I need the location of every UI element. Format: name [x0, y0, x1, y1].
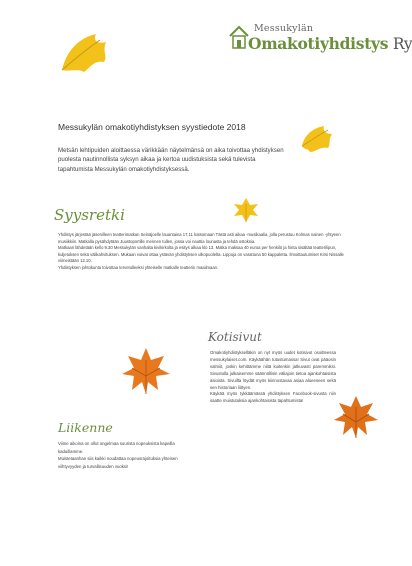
paragraph: Käykää myös tykkäämässä yhdistyksen Facebook-sivusta niin saatte muistutuksia ajankohtaisista tapahtumista!	[210, 391, 336, 404]
section-body-liikenne	[58, 440, 188, 470]
yellow-leaf-icon	[56, 30, 112, 76]
paragraph: Yhdistys järjestää jäsenilleen teatterimatkan Seinäjoelle lauantaina 17.11 katsomaan Tästä asti aikaa -musikaalia, jolla perustuu Kolmas nainen -yhtyeen musiikkiin. Matkalla pysähdytään Juustoportille mennen tullen, jossa voi nauttia lounasta ja tehdä ostoksia.	[58, 232, 341, 244]
logo-line1: Messukylän	[254, 23, 314, 34]
section-body-kotisivut	[210, 350, 336, 405]
association-logo	[228, 20, 412, 60]
paragraph: Omakotiyhdistykselläkin on nyt myös uudet kotisivut osoitteessa messukylaiset.com. Käykäähän tutustumassa! Sivut ovat pääosin valmiit, joskin kehittämme niitä kuitenkin jatkuvasti paremmiksi. Sivustolla julkaisemme säännöllisin väliajoin tietoa ajankohtaisista asioista. Sivuilta löydät myös kiinnostavaa asiaa alueeseen sekä sen historiaan liittyen.	[210, 350, 336, 390]
intro-paragraph: Metsän lehtipuiden aloittaessa värikkään näytelmänsä on aika toivottaa yhdistyksen puolesta nautinnollista syksyn aikaa ja kertoa uudistuksista sekä tulevista tapahtumista Messukylän omakotiyhdistyksessä.	[58, 147, 284, 173]
section-heading-liikenne: Liikenne	[58, 420, 113, 435]
paragraph: Muistetaanhan siis kaikki noudattaa nopeusrajoituksia yhteisen viihtyvyyden ja turvallisuuden vuoksi!	[58, 456, 178, 469]
yellow-leaf-icon	[232, 196, 260, 224]
section-heading-kotisivut: Kotisivut	[208, 330, 262, 344]
house-icon	[228, 24, 250, 50]
yellow-leaf-icon	[298, 124, 334, 154]
logo-line2-main: Omakotiyhdistys	[248, 34, 389, 53]
paragraph: Viime aikoina on ollut ongelmaa suurista nopeuksista kapeilla kaduillamme.	[58, 441, 175, 454]
paragraph: Matkaan lähdetään kello 9.30 Messukylän vanhalta kivikirkolta ja esitys alkaa klo 13. Matka maksaa 40 euroa per henkilö ja hinta sisältää teatterilipun, kuljetuksen sekä välikahvituksen. Mukaan voivat ottaa ystävän yhdistyksen ulkopuolelta. Lippuja on varattuna 50 kappaletta. Ilmoittautumiset Kirsi Nissalle viimeistään 12.10.	[58, 245, 344, 264]
section-heading-syysretki: Syysretki	[54, 206, 125, 224]
section-body-syysretki	[58, 232, 348, 272]
logo-line2	[248, 34, 412, 53]
orange-maple-leaf-icon	[120, 346, 172, 396]
logo-line2-suffix: Ry	[388, 35, 412, 53]
orange-maple-leaf-icon	[332, 394, 380, 440]
paragraph: Yhdistyksen johtokunta toivottaa tervetulleeksi yhteiselle matkalle teatterin maailmaan.	[58, 264, 219, 270]
newsletter-title: Messukylän omakotiyhdistyksen syystiedote 2018	[58, 122, 246, 132]
